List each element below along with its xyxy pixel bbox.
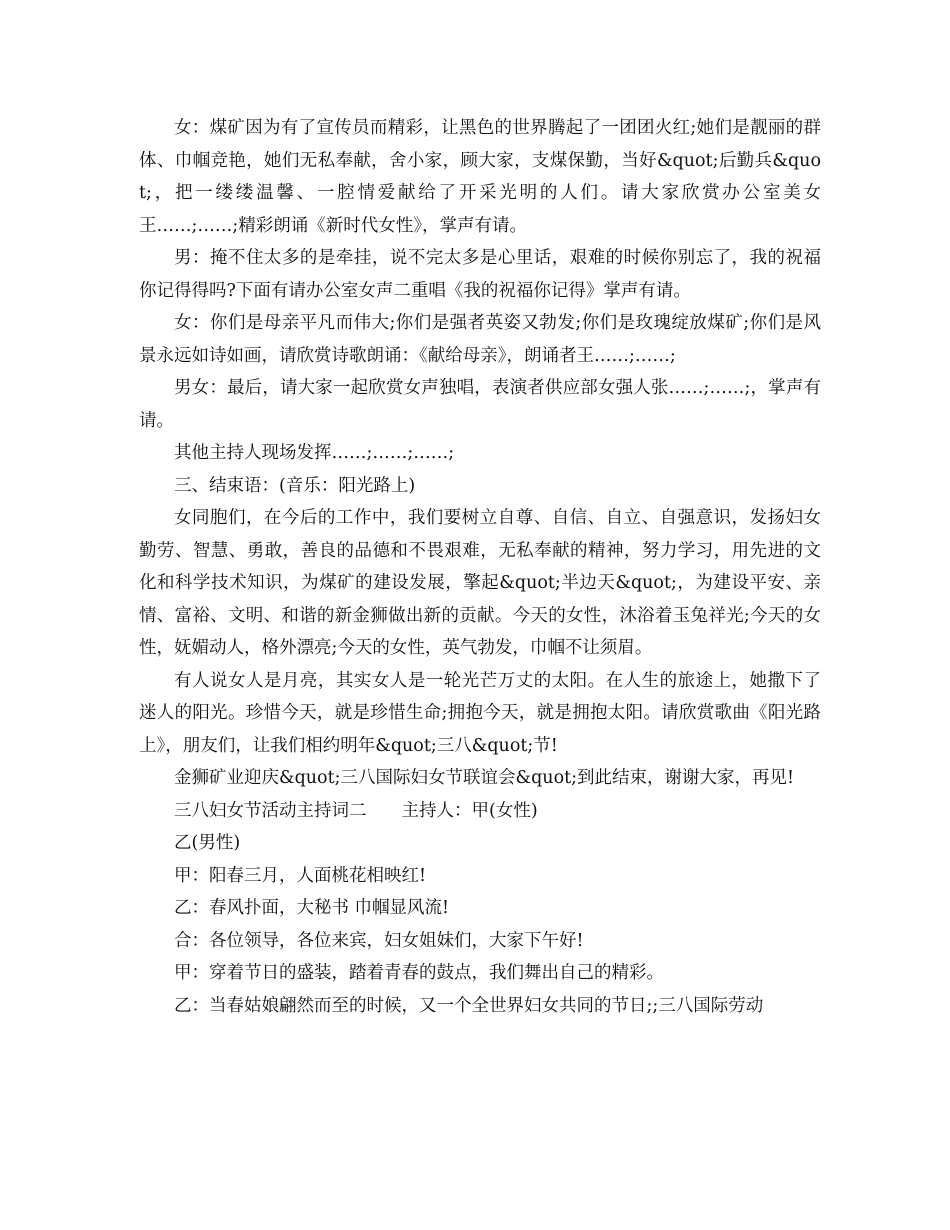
dialogue-line: 乙：春风扑面，大秘书 巾帼显风流! [174,898,450,918]
paragraph-other-hosts: 其他主持人现场发挥……;……;……; [174,443,455,463]
paragraph-male-host-1: 男：掩不住太多的是牵挂，说不完太多是心里话，艰难的时候你别忘了，我的祝福你记得得吗?下面有请办公室女声二重唱《我的祝福你记得》掌声有请。 [139,248,821,301]
document-body [139,112,821,1022]
paragraph-female-host-1: 女：煤矿因为有了宣传员而精彩，让黑色的世界腾起了一团团火红;她们是靓丽的群体、巾帼竞艳，她们无私奉献，舍小家，顾大家，支煤保勤，当好&quot;后勤兵&quot;，把一缕缕温馨、一腔情爱献给了开采光明的人们。请大家欣赏办公室美女王……;……;精彩朗诵《新时代女性》，掌声有请。 [139,118,821,236]
paragraph-closing-3: 金狮矿业迎庆&quot;三八国际妇女节联谊会&quot;到此结束，谢谢大家，再见! [174,768,795,788]
paragraph-closing-2: 有人说女人是月亮，其实女人是一轮光芒万丈的太阳。在人生的旅途上，她撒下了迷人的阳光。珍惜今天，就是珍惜生命;拥抱今天，就是拥抱太阳。请欣赏歌曲《阳光路上》，朋友们，让我们相约明年&quot;三八&quot;节! [139,670,821,756]
paragraph-closing-1: 女同胞们，在今后的工作中，我们要树立自尊、自信、自立、自强意识，发扬妇女勤劳、智慧、勇敢，善良的品德和不畏艰难，无私奉献的精神，努力学习，用先进的文化和科学技术知识，为煤矿的建设发展，擎起&quot;半边天&quot;，为建设平安、亲情、富裕、文明、和谐的新金狮做出新的贡献。今天的女性，沐浴着玉兔祥光;今天的女性，妩媚动人，格外漂亮;今天的女性，英气勃发，巾帼不让须眉。 [139,508,821,658]
dialogue-line: 乙：当春姑娘翩然而至的时候，又一个全世界妇女共同的节日;;三八国际劳动 [174,995,764,1016]
paragraph-both-hosts: 男女：最后，请大家一起欣赏女声独唱，表演者供应部女强人张……;……;，掌声有请。 [139,378,821,431]
dialogue-line: 甲：阳春三月，人面桃花相映红! [174,865,427,886]
paragraph-female-host-2: 女：你们是母亲平凡而伟大;你们是强者英姿又勃发;你们是玫瑰绽放煤矿;你们是风景永远如诗如画，请欣赏诗歌朗诵：《献给母亲》，朗诵者王……;……; [139,313,821,366]
dialogue-line: 合：各位领导，各位来宾，妇女姐妹们，大家下午好! [174,930,584,951]
section-heading-script-two: 三八妇女节活动主持词二 主持人：甲(女性) [174,800,538,821]
host-b-label: 乙(男性) [174,833,241,853]
dialogue-line: 甲：穿着节日的盛装，踏着青春的鼓点，我们舞出自己的精彩。 [174,963,664,983]
section-heading-closing: 三、结束语：(音乐：阳光路上) [174,475,416,496]
